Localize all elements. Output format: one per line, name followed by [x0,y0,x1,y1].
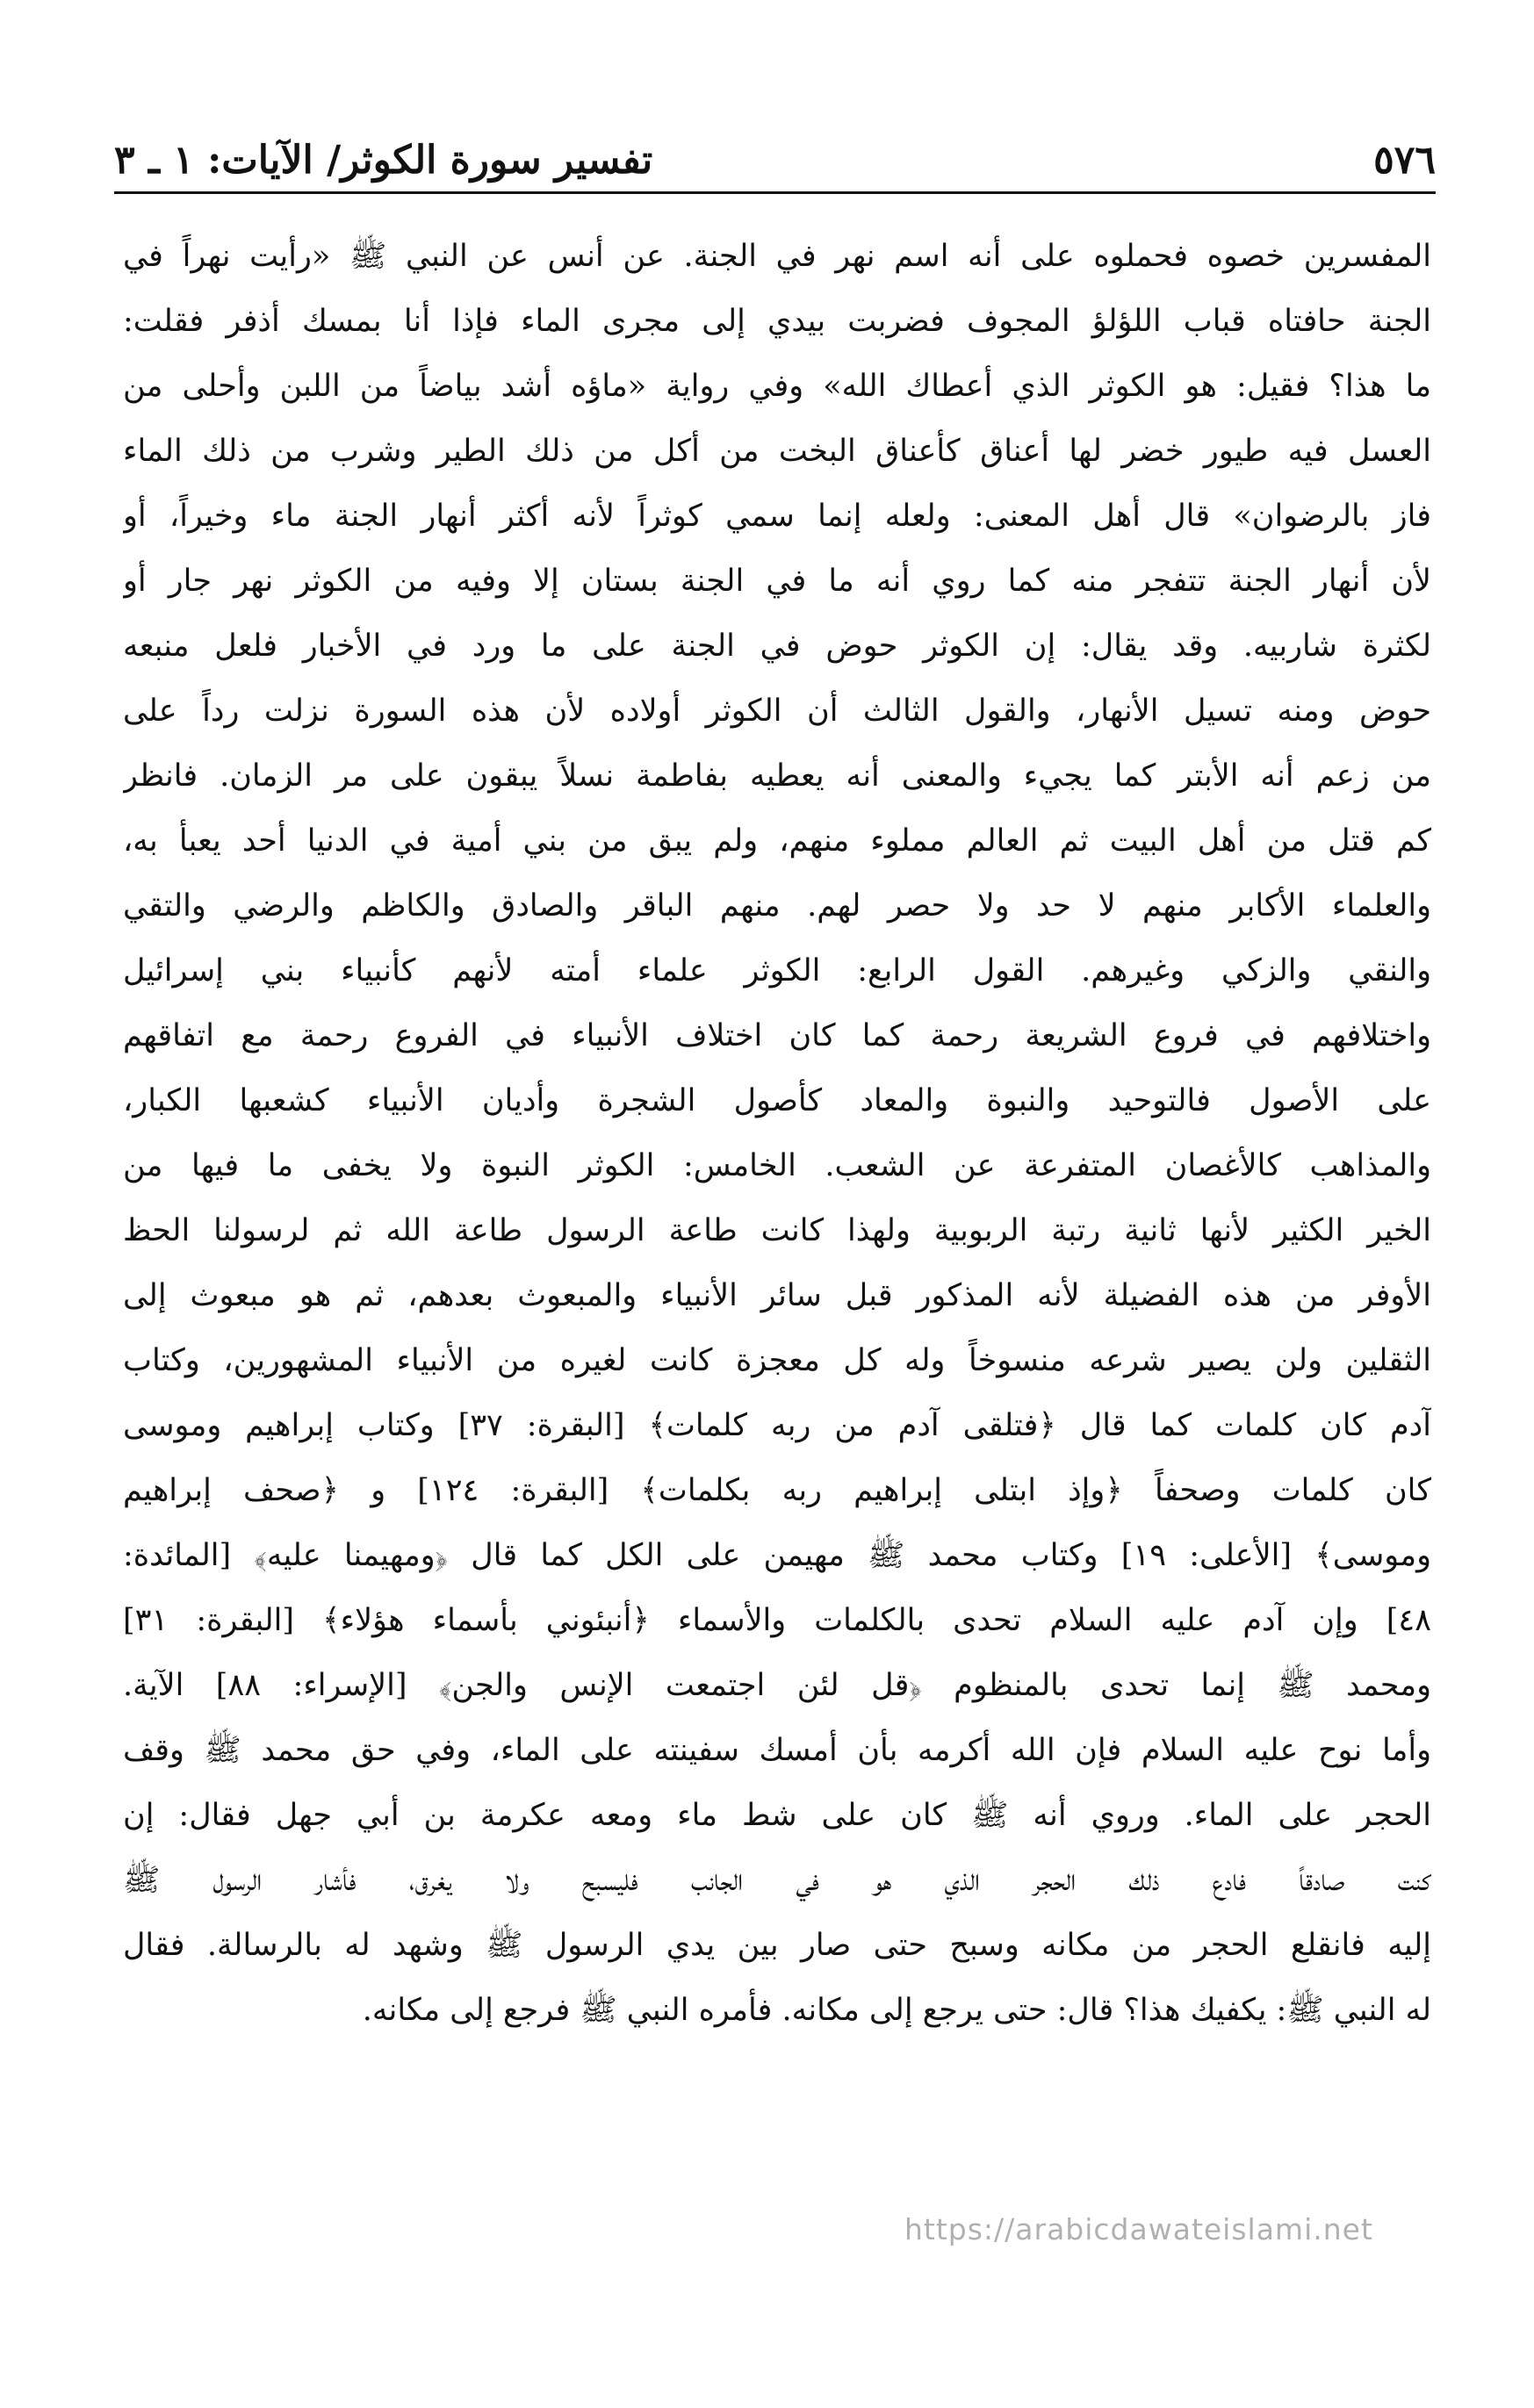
text-line: حوض ومنه تسيل الأنهار، والقول الثالث أن الكوثر أولاده لأن هذه السورة نزلت رداً على [123,694,1431,729]
text-line: لأن أنهار الجنة تتفجر منه كما روي أنه ما في الجنة بستان إلا وفيه من الكوثر نهر جار أو [123,564,1431,599]
text-line: الحجر على الماء. وروي أنه ﷺ كان على شط ماء ومعه عكرمة بن أبي جهل فقال: إن [123,1798,1431,1833]
text-line: لكثرة شاربيه. وقد يقال: إن الكوثر حوض في الجنة على ما ورد في الأخبار فلعل منبعه [123,629,1431,664]
text-line: ٤٨] وإن آدم عليه السلام تحدى بالكلمات والأسماء ﴿أنبئوني بأسماء هؤلاء﴾ [البقرة: ٣١] [123,1603,1431,1638]
text-line: الجنة حافتاه قباب اللؤلؤ المجوف فضربت بيدي إلى مجرى الماء فإذا أنا بمسك أذفر فقلت: [123,304,1431,339]
text-line: كنت صادقاً فادع ذلك الحجر الذي هو في الجانب فليسبح ولا يغرق، فأشار الرسول ﷺ [123,1863,1431,1898]
page-header [114,132,1436,190]
text-line: فاز بالرضوان» قال أهل المعنى: ولعله إنما سمي كوثراً لأنه أكثر أنهار الجنة ماء وخيراً، أو [123,499,1431,534]
running-title: تفسير سورة الكوثر/ الآيات: ١ ـ ٣ [114,138,653,183]
text-line: كان كلمات وصحفاً ﴿وإذ ابتلى إبراهيم ربه بكلمات﴾ [البقرة: ١٢٤] و ﴿صحف إبراهيم [123,1473,1431,1508]
text-line: على الأصول فالتوحيد والنبوة والمعاد كأصول الشجرة وأديان الأنبياء كشعبها الكبار، [123,1083,1431,1118]
text-line: من زعم أنه الأبتر كما يجيء والمعنى أنه يعطيه بفاطمة نسلاً يبقون على مر الزمان. فانظر [123,758,1431,794]
text-line: وأما نوح عليه السلام فإن الله أكرمه بأن أمسك سفينته على الماء، وفي حق محمد ﷺ وقف [123,1733,1431,1768]
text-line: الخير الكثير لأنها ثانية رتبة الربوبية ولهذا كانت طاعة الرسول طاعة الله ثم لرسولنا الحظ [123,1213,1431,1248]
text-line: وموسى﴾ [الأعلى: ١٩] وكتاب محمد ﷺ مهيمن على الكل كما قال ﴿ومهيمنا عليه﴾ [المائدة: [123,1538,1431,1573]
text-line: العسل فيه طيور خضر لها أعناق كأعناق البخت من أكل من ذلك الطير وشرب من ذلك الماء [123,434,1431,469]
text-line: واختلافهم في فروع الشريعة رحمة كما كان اختلاف الأنبياء في الفروع رحمة مع اتفاقهم [123,1018,1431,1053]
text-line: ما هذا؟ فقيل: هو الكوثر الذي أعطاك الله» وفي رواية «ماؤه أشد بياضاً من اللبن وأحلى من [123,369,1431,404]
text-line: كم قتل من أهل البيت ثم العالم مملوء منهم، ولم يبق من بني أمية في الدنيا أحد يعبأ به، [123,823,1431,859]
body-text [123,224,1431,2043]
text-line: الثقلين ولن يصير شرعه منسوخاً وله كل معجزة كانت لغيره من الأنبياء المشهورين، وكتاب [123,1343,1431,1378]
watermark-url: https://arabicdawateislami.net [904,2212,1373,2246]
header-rule [114,191,1436,194]
text-line: والعلماء الأكابر منهم لا حد ولا حصر لهم. منهم الباقر والصادق والكاظم والرضي والتقي [123,888,1431,924]
page-number: ٥٧٦ [1373,138,1436,183]
text-line: الأوفر من هذه الفضيلة لأنه المذكور قبل سائر الأنبياء والمبعوث بعدهم، ثم هو مبعوث إلى [123,1278,1431,1313]
text-line: والمذاهب كالأغصان المتفرعة عن الشعب. الخامس: الكوثر النبوة ولا يخفى ما فيها من [123,1148,1431,1183]
text-line: والنقي والزكي وغيرهم. القول الرابع: الكوثر علماء أمته لأنهم كأنبياء بني إسرائيل [123,953,1431,988]
text-line: إليه فانقلع الحجر من مكانه وسبح حتى صار بين يدي الرسول ﷺ وشهد له بالرسالة. فقال [123,1928,1431,1963]
text-line: ومحمد ﷺ إنما تحدى بالمنظوم ﴿قل لئن اجتمعت الإنس والجن﴾ [الإسراء: ٨٨] الآية. [123,1668,1431,1703]
text-line: له النبي ﷺ: يكفيك هذا؟ قال: حتى يرجع إلى مكانه. فأمره النبي ﷺ فرجع إلى مكانه. [362,1993,1431,2028]
text-line: آدم كان كلمات كما قال ﴿فتلقى آدم من ربه كلمات﴾ [البقرة: ٣٧] وكتاب إبراهيم وموسى [123,1408,1431,1443]
text-line: المفسرين خصوه فحملوه على أنه اسم نهر في الجنة. عن أنس عن النبي ﷺ «رأيت نهراً في [123,239,1431,274]
